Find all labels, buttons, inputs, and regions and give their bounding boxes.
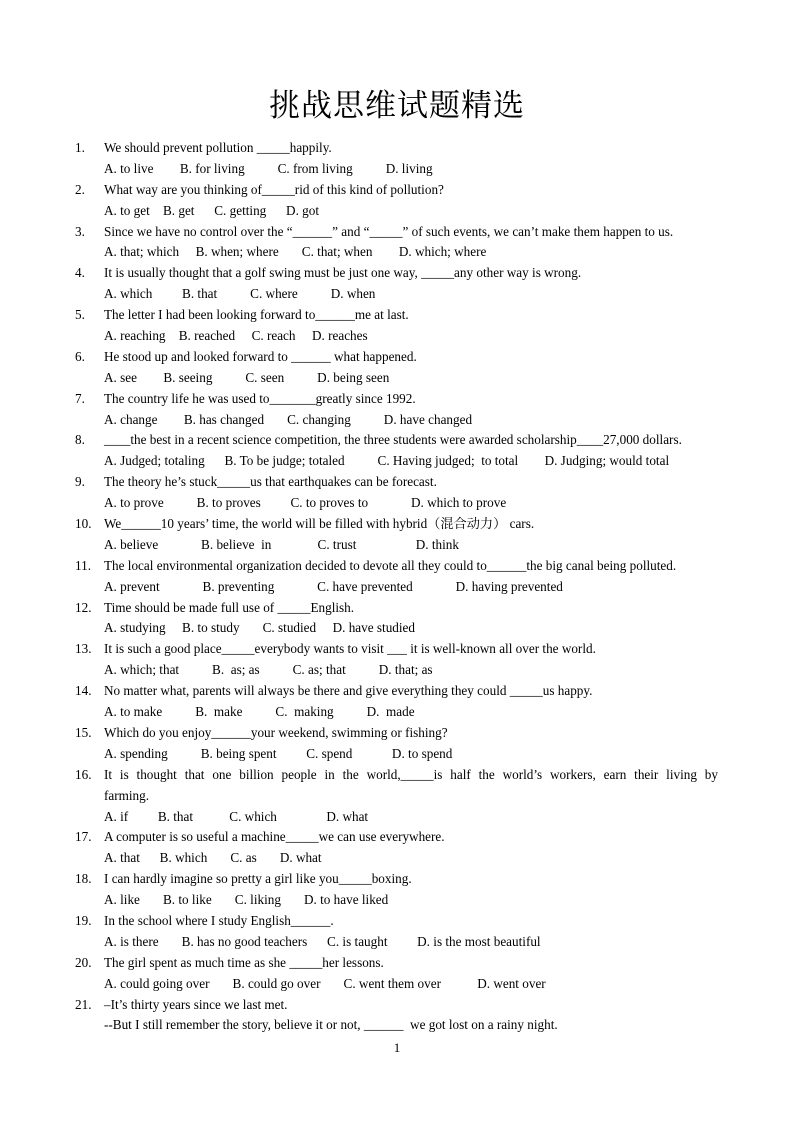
question-stem-row [0,681,794,702]
question-options-row [0,410,794,431]
question-stem-row [0,514,794,535]
question-options: A. could going over B. could go over C. went them over D. went over [104,975,546,991]
question-number: 13. [75,641,92,657]
question-stem: I can hardly imagine so pretty a girl like you_____boxing. [104,871,412,887]
question-number: 14. [75,683,92,699]
question-stem-row [0,827,794,848]
question-number: 2. [75,181,85,197]
question-stem-row [0,995,794,1016]
question-number: 5. [75,307,85,323]
question-number: 9. [75,474,85,490]
question-item [0,681,794,723]
question-stem: It is thought that one billion people in the world,_____is half the world’s workers, earn their living by [104,766,718,782]
question-stem-row [0,723,794,744]
question-options: A. to get B. get C. getting D. got [104,202,320,218]
question-item [0,180,794,222]
question-stem: He stood up and looked forward to ______ what happened. [104,348,417,364]
page-title: 挑战思维试题精选 [269,88,525,124]
question-options-row [0,242,794,263]
question-options: A. which; that B. as; as C. as; that D. that; as [104,662,433,678]
question-options-row [0,807,794,828]
question-options-row [0,284,794,305]
question-stem: Which do you enjoy______your weekend, swimming or fishing? [104,724,448,740]
question-item [0,765,794,828]
question-item [0,430,794,472]
question-item [0,389,794,431]
question-item [0,263,794,305]
question-number: 21. [75,996,92,1012]
question-stem-row [0,765,794,786]
question-stem: It is usually thought that a golf swing must be just one way, _____any other way is wrong. [104,265,582,281]
question-options: A. see B. seeing C. seen D. being seen [104,369,390,385]
question-options: A. that; which B. when; where C. that; when D. which; where [104,244,487,260]
question-item [0,598,794,640]
question-options-row [0,577,794,598]
question-options-row [0,848,794,869]
question-stem: –It’s thirty years since we last met. [104,996,288,1012]
question-options: A. believe B. believe in C. trust D. think [104,536,459,552]
question-options: A. change B. has changed C. changing D. have changed [104,411,473,427]
question-item [0,995,794,1037]
question-options: A. spending B. being spent C. spend D. to spend [104,745,453,761]
question-options-row [0,974,794,995]
question-stem-row [0,953,794,974]
question-stem: The girl spent as much time as she _____her lessons. [104,954,384,970]
question-item [0,556,794,598]
question-stem-row [0,598,794,619]
question-options-row [0,535,794,556]
question-number: 17. [75,829,92,845]
question-number: 19. [75,912,92,928]
question-stem: The theory he’s stuck_____us that earthquakes can be forecast. [104,474,437,490]
question-stem-continued: farming. [104,787,150,803]
question-stem: The country life he was used to_______greatly since 1992. [104,390,416,406]
question-options: A. which B. that C. where D. when [104,286,376,302]
question-options: A. that B. which C. as D. what [104,850,322,866]
question-stem-row [0,556,794,577]
question-number: 16. [75,766,92,782]
question-options-row [0,660,794,681]
question-options-row [0,1015,794,1036]
question-options: A. to live B. for living C. from living D. living [104,160,433,176]
question-item [0,639,794,681]
question-stem: The local environmental organization decided to devote all they could to______the big canal being polluted. [104,557,677,573]
question-options: A. studying B. to study C. studied D. have studied [104,620,416,636]
question-stem-row [0,869,794,890]
question-item [0,472,794,514]
question-stem: Since we have no control over the “______” and “_____” of such events, we can’t make them happen to us. [104,223,674,239]
question-stem-row [0,472,794,493]
question-options: A. to prove B. to proves C. to proves to D. which to prove [104,495,507,511]
question-options: A. is there B. has no good teachers C. is taught D. is the most beautiful [104,933,541,949]
question-stem: No matter what, parents will always be there and give everything they could _____us happy. [104,683,593,699]
question-number: 15. [75,724,92,740]
question-options-row [0,890,794,911]
question-stem: The letter I had been looking forward to______me at last. [104,307,409,323]
question-options-row [0,201,794,222]
question-stem-row [0,305,794,326]
question-item [0,827,794,869]
question-stem: We______10 years’ time, the world will be filled with hybrid（混合动力） cars. [104,516,535,532]
question-stem: Time should be made full use of _____English. [104,599,355,615]
question-stem-row [0,389,794,410]
question-stem-row [0,347,794,368]
question-stem-row [0,639,794,660]
question-number: 6. [75,348,85,364]
question-options-row [0,744,794,765]
question-stem: A computer is so useful a machine_____we can use everywhere. [104,829,445,845]
question-options-row [0,493,794,514]
question-options-row [0,368,794,389]
question-options-row [0,326,794,347]
question-options: A. if B. that C. which D. what [104,808,369,824]
question-stem-row [0,430,794,451]
question-options: A. to make B. make C. making D. made [104,704,415,720]
question-item [0,222,794,264]
question-number: 4. [75,265,85,281]
question-list [0,138,794,1036]
question-options-row [0,159,794,180]
question-number: 3. [75,223,85,239]
question-stem: We should prevent pollution _____happily. [104,140,332,155]
question-number: 7. [75,390,85,406]
question-number: 18. [75,871,92,887]
question-item [0,305,794,347]
question-item [0,953,794,995]
question-stem: What way are you thinking of_____rid of this kind of pollution? [104,181,444,197]
question-options-row [0,932,794,953]
question-options: A. reaching B. reached C. reach D. reaches [104,328,368,344]
question-stem-row [0,180,794,201]
question-options: A. prevent B. preventing C. have prevented D. having prevented [104,578,563,594]
question-options-row [0,451,794,472]
question-item [0,911,794,953]
question-item [0,514,794,556]
question-stem-row [0,222,794,243]
question-options-row [0,618,794,639]
question-stem-row [0,263,794,284]
question-number: 12. [75,599,92,615]
question-number: 10. [75,516,92,532]
question-number: 8. [75,432,85,448]
question-stem-row [0,911,794,932]
question-options: --But I still remember the story, believe it or not, ______ we got lost on a rainy night. [104,1017,558,1033]
question-options: A. Judged; totaling B. To be judge; totaled C. Having judged; to total D. Judging; would total [104,453,670,469]
page-number: 1 [393,1040,401,1055]
question-stem-row [0,138,794,159]
question-stem: It is such a good place_____everybody wants to visit ___ it is well-known all over the world. [104,641,596,657]
question-item [0,138,794,180]
question-stem-continued-row [0,786,794,807]
question-number: 1. [75,140,85,155]
question-stem: In the school where I study English______. [104,912,334,928]
question-number: 11. [75,557,91,573]
question-options: A. like B. to like C. liking D. to have liked [104,892,389,908]
question-item [0,723,794,765]
question-item [0,869,794,911]
question-options-row [0,702,794,723]
question-number: 20. [75,954,92,970]
question-stem: ____the best in a recent science competition, the three students were awarded scholarship____27,000 dollars. [104,432,682,448]
question-item [0,347,794,389]
